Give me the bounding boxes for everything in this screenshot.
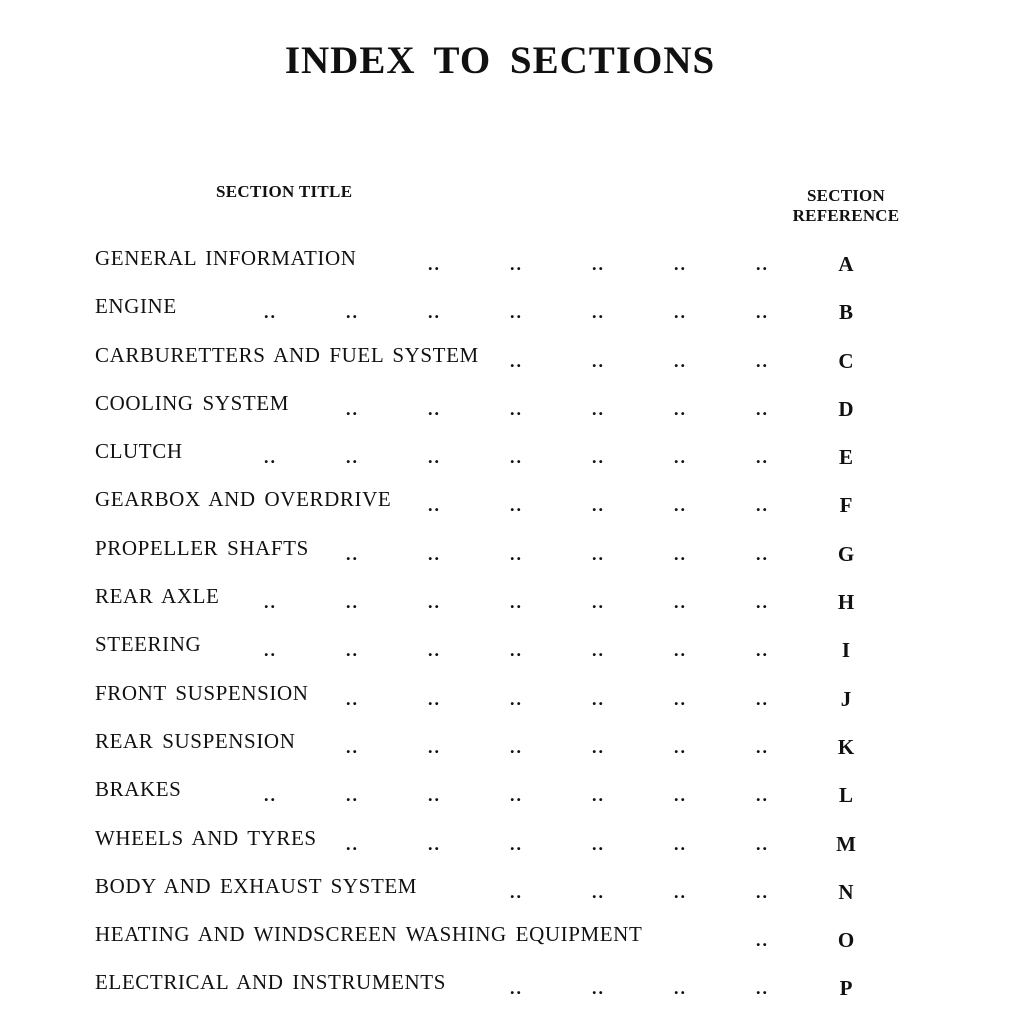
dot-leaders xyxy=(0,882,800,902)
dot-leaders xyxy=(0,978,800,998)
dot-leader: .. xyxy=(592,881,605,902)
dot-leader: .. xyxy=(428,302,441,323)
dot-leader: .. xyxy=(674,640,687,661)
dot-leader: .. xyxy=(674,881,687,902)
dot-leaders xyxy=(0,399,800,419)
section-row[interactable] xyxy=(0,970,1024,1018)
section-row-title: ENGINE xyxy=(95,294,177,319)
section-row-title: STEERING xyxy=(95,632,202,657)
section-row-title: COOLING SYSTEM xyxy=(95,390,289,415)
dot-leaders xyxy=(0,447,800,467)
dot-leader: .. xyxy=(592,978,605,999)
section-row-reference: F xyxy=(839,493,853,518)
dot-leader: .. xyxy=(592,688,605,709)
section-row-title: REAR AXLE xyxy=(95,584,220,609)
dot-leader: .. xyxy=(674,302,687,323)
dot-leader: .. xyxy=(510,543,523,564)
dot-leader: .. xyxy=(346,785,359,806)
section-row-reference: E xyxy=(838,445,853,470)
section-row[interactable] xyxy=(0,536,1024,584)
section-row-title: ELECTRICAL AND INSTRUMENTS xyxy=(95,970,446,995)
dot-leader: .. xyxy=(756,833,769,854)
dot-leader: .. xyxy=(346,302,359,323)
dot-leaders xyxy=(0,689,800,709)
dot-leader: .. xyxy=(510,398,523,419)
section-row-title: BODY AND EXHAUST SYSTEM xyxy=(95,873,418,898)
dot-leader: .. xyxy=(346,543,359,564)
section-row-reference: K xyxy=(837,734,855,759)
dot-leader: .. xyxy=(264,640,277,661)
dot-leader: .. xyxy=(510,447,523,468)
section-row-reference: G xyxy=(837,541,855,566)
dot-leader: .. xyxy=(592,785,605,806)
dot-leaders xyxy=(0,544,800,564)
dot-leader: .. xyxy=(510,592,523,613)
section-row-reference: B xyxy=(838,300,853,325)
dot-leader: .. xyxy=(674,785,687,806)
dot-leader: .. xyxy=(592,833,605,854)
section-row-title: CLUTCH xyxy=(95,439,183,464)
section-row-reference: N xyxy=(838,879,854,904)
section-row-title: CARBURETTERS AND FUEL SYSTEM xyxy=(95,342,479,367)
section-row-reference: O xyxy=(837,928,855,953)
dot-leader: .. xyxy=(510,495,523,516)
dot-leader: .. xyxy=(592,495,605,516)
dot-leader: .. xyxy=(756,495,769,516)
dot-leaders xyxy=(0,254,800,274)
dot-leader: .. xyxy=(428,640,441,661)
section-row[interactable] xyxy=(0,632,1024,680)
section-row-reference: I xyxy=(841,638,851,663)
dot-leader: .. xyxy=(592,254,605,274)
dot-leader: .. xyxy=(756,447,769,468)
dot-leader: .. xyxy=(346,736,359,757)
dot-leader: .. xyxy=(510,881,523,902)
section-row-title: GEARBOX AND OVERDRIVE xyxy=(95,487,392,512)
section-row[interactable] xyxy=(0,487,1024,535)
section-row[interactable] xyxy=(0,729,1024,777)
section-row[interactable] xyxy=(0,922,1024,970)
section-row-reference: L xyxy=(838,783,853,808)
dot-leader: .. xyxy=(428,785,441,806)
section-row[interactable] xyxy=(0,343,1024,391)
section-row-title: FRONT SUSPENSION xyxy=(95,680,309,705)
dot-leaders xyxy=(0,495,800,515)
section-row-title: PROPELLER SHAFTS xyxy=(95,535,309,560)
dot-leader: .. xyxy=(674,447,687,468)
dot-leader: .. xyxy=(674,833,687,854)
dot-leader: .. xyxy=(674,736,687,757)
dot-leader: .. xyxy=(264,785,277,806)
dot-leader: .. xyxy=(674,978,687,999)
section-row-reference: D xyxy=(838,396,854,421)
section-row-title: HEATING AND WINDSCREEN WASHING EQUIPMENT xyxy=(95,922,643,947)
dot-leader: .. xyxy=(756,302,769,323)
section-row-title: WHEELS AND TYRES xyxy=(95,825,317,850)
dot-leader: .. xyxy=(674,350,687,371)
dot-leader: .. xyxy=(264,302,277,323)
dot-leader: .. xyxy=(592,302,605,323)
dot-leaders xyxy=(0,737,800,757)
dot-leaders xyxy=(0,834,800,854)
dot-leader: .. xyxy=(756,930,769,951)
dot-leader: .. xyxy=(428,736,441,757)
dot-leaders xyxy=(0,592,800,612)
dot-leader: .. xyxy=(756,688,769,709)
section-row[interactable] xyxy=(0,439,1024,487)
dot-leaders xyxy=(0,351,800,371)
dot-leader: .. xyxy=(428,254,441,274)
section-row-reference: M xyxy=(836,831,856,856)
dot-leader: .. xyxy=(756,398,769,419)
section-row[interactable] xyxy=(0,391,1024,439)
dot-leaders xyxy=(0,640,800,660)
section-row-reference: A xyxy=(838,252,854,276)
dot-leader: .. xyxy=(756,254,769,274)
dot-leader: .. xyxy=(674,592,687,613)
dot-leader: .. xyxy=(756,543,769,564)
section-row[interactable] xyxy=(0,246,1024,294)
dot-leader: .. xyxy=(346,398,359,419)
dot-leader: .. xyxy=(510,302,523,323)
section-reference-header-line1: SECTION xyxy=(807,186,885,205)
dot-leader: .. xyxy=(510,978,523,999)
dot-leader: .. xyxy=(264,592,277,613)
dot-leaders xyxy=(0,785,800,805)
dot-leader: .. xyxy=(756,881,769,902)
dot-leader: .. xyxy=(510,736,523,757)
dot-leader: .. xyxy=(592,447,605,468)
dot-leader: .. xyxy=(510,254,523,274)
dot-leader: .. xyxy=(756,736,769,757)
section-title-header: SECTION TITLE xyxy=(216,182,353,201)
dot-leader: .. xyxy=(346,592,359,613)
dot-leader: .. xyxy=(428,833,441,854)
page-title: INDEX TO SECTIONS xyxy=(284,39,716,82)
dot-leader: .. xyxy=(592,736,605,757)
dot-leader: .. xyxy=(756,640,769,661)
dot-leader: .. xyxy=(428,592,441,613)
dot-leader: .. xyxy=(756,978,769,999)
dot-leaders xyxy=(0,302,800,322)
dot-leader: .. xyxy=(510,688,523,709)
dot-leaders xyxy=(0,930,800,950)
section-row[interactable] xyxy=(0,294,1024,342)
dot-leader: .. xyxy=(674,688,687,709)
section-row-title: BRAKES xyxy=(95,777,182,802)
section-row-reference: C xyxy=(838,348,854,373)
dot-leader: .. xyxy=(428,398,441,419)
dot-leader: .. xyxy=(674,398,687,419)
section-index-list xyxy=(0,246,1024,1019)
dot-leader: .. xyxy=(674,254,687,274)
section-row-reference: P xyxy=(839,976,853,1001)
section-row-reference: H xyxy=(837,590,855,615)
dot-leader: .. xyxy=(510,833,523,854)
section-row-title: REAR SUSPENSION xyxy=(95,728,296,753)
dot-leader: .. xyxy=(428,495,441,516)
dot-leader: .. xyxy=(510,350,523,371)
dot-leader: .. xyxy=(756,785,769,806)
section-row[interactable] xyxy=(0,826,1024,874)
dot-leader: .. xyxy=(510,640,523,661)
section-row[interactable] xyxy=(0,584,1024,632)
dot-leader: .. xyxy=(592,398,605,419)
dot-leader: .. xyxy=(264,447,277,468)
dot-leader: .. xyxy=(428,688,441,709)
dot-leader: .. xyxy=(756,350,769,371)
section-row[interactable] xyxy=(0,681,1024,729)
dot-leader: .. xyxy=(510,785,523,806)
section-row-title: GENERAL INFORMATION xyxy=(95,246,357,270)
section-row-reference: J xyxy=(840,686,852,711)
dot-leader: .. xyxy=(674,543,687,564)
dot-leader: .. xyxy=(592,543,605,564)
dot-leader: .. xyxy=(346,688,359,709)
dot-leader: .. xyxy=(428,543,441,564)
dot-leader: .. xyxy=(674,495,687,516)
section-row[interactable] xyxy=(0,874,1024,922)
dot-leader: .. xyxy=(592,592,605,613)
section-reference-header xyxy=(786,186,906,226)
dot-leader: .. xyxy=(346,640,359,661)
section-row[interactable] xyxy=(0,777,1024,825)
dot-leader: .. xyxy=(346,833,359,854)
dot-leader: .. xyxy=(346,447,359,468)
section-reference-header-line2: REFERENCE xyxy=(792,206,900,225)
dot-leader: .. xyxy=(756,592,769,613)
dot-leader: .. xyxy=(592,350,605,371)
dot-leader: .. xyxy=(428,447,441,468)
dot-leader: .. xyxy=(592,640,605,661)
